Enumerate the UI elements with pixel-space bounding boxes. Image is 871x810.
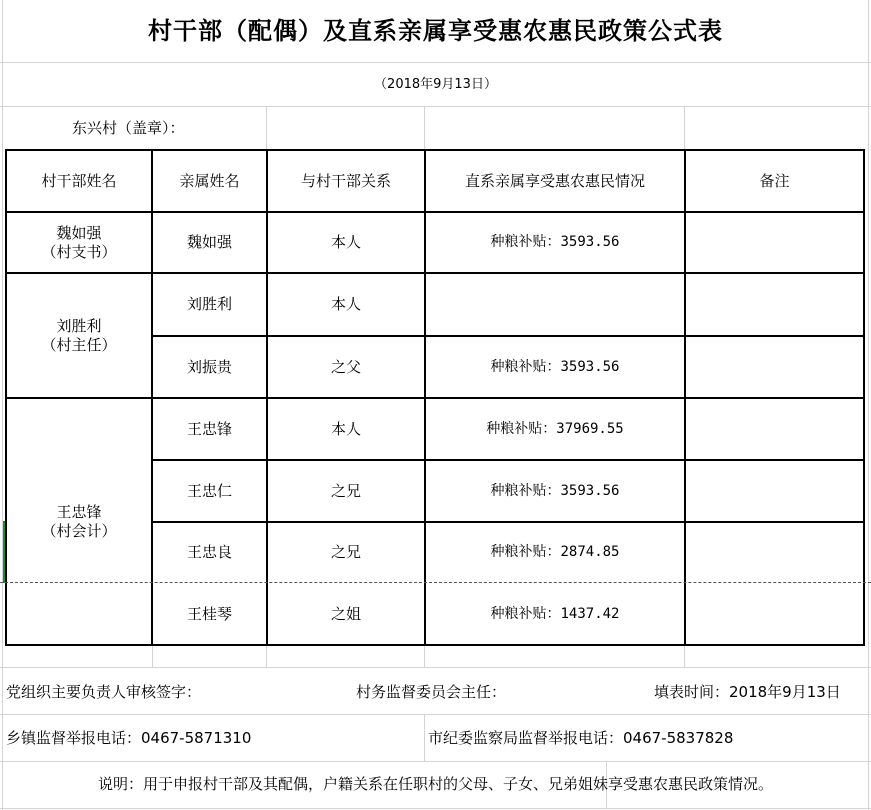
cadre-role: （村主任） [41,335,117,354]
relative-name: 刘振贵 [186,357,232,376]
gridline [266,106,267,150]
gridline [2,0,3,810]
selection-marker [3,521,5,583]
cadre-name: 王忠锋 [56,502,102,521]
relation: 之兄 [330,481,361,500]
header-relative-name: 亲属姓名 [179,171,240,190]
gridline [0,106,871,107]
relative-name: 刘胜利 [186,295,232,313]
city-report-phone: 市纪委监察局监督举报电话：0467-5837828 [428,728,734,747]
cadre-cell [7,213,151,272]
report-date: （2018年9月13日） [374,76,497,92]
benefit: 种粮补贴：1437.42 [490,605,620,622]
table-border [5,644,865,646]
relative-name: 魏如强 [186,233,232,251]
gridline [684,645,685,667]
relative-name: 王忠仁 [186,481,232,500]
relation: 之父 [330,357,361,376]
relative-name: 王桂琴 [186,604,232,623]
cadre-role: （村支书） [41,242,117,261]
gridline [424,106,425,150]
supervision-director-label: 村务监督委员会主任： [356,682,507,701]
gridline [424,714,425,761]
gridline [0,62,871,63]
fill-time: 填表时间：2018年9月13日 [654,682,841,701]
benefit: 种粮补贴：37969.55 [486,420,624,437]
benefit: 种粮补贴：3593.56 [490,234,620,250]
gridline [0,714,871,715]
gridline [684,106,685,150]
header-benefit: 直系亲属享受惠农惠民情况 [464,171,645,190]
explanation-note: 说明：用于申报村干部及其配偶，户籍关系在任职村的父母、子女、兄弟姐妹享受惠农惠民政策情况。 [97,774,773,793]
gridline [266,645,267,667]
relative-name: 王忠锋 [186,419,232,438]
relation: 本人 [330,295,361,313]
header-cadre-name: 村干部姓名 [41,171,117,190]
page-title: 村干部（配偶）及直系亲属享受惠农惠民政策公式表 [148,16,723,45]
benefit: 种粮补贴：3593.56 [490,358,620,375]
town-report-phone: 乡镇监督举报电话：0467-5871310 [6,728,252,747]
village-stamp-label: 东兴村（盖章）： [72,118,185,137]
table-border [863,149,865,646]
table-border [684,149,686,646]
benefit [426,274,684,335]
cadre-cell [7,274,151,397]
header-relation: 与村干部关系 [300,171,391,190]
gridline [152,645,153,667]
header-remark: 备注 [759,171,790,190]
cadre-name: 魏如强 [56,223,102,242]
relation: 本人 [330,233,361,251]
gridline [0,667,871,668]
benefit: 种粮补贴：3593.56 [490,482,620,499]
cadre-role: （村会计） [41,521,117,540]
gridline [424,645,425,667]
party-review-signature-label: 党组织主要负责人审核签字： [6,682,202,701]
cadre-name: 刘胜利 [56,316,102,335]
relation: 之兄 [330,543,361,561]
gridline [0,808,871,809]
relation: 本人 [330,419,361,438]
benefit: 种粮补贴：2874.85 [490,544,620,560]
relation: 之姐 [330,604,361,623]
gridline [0,761,871,762]
cadre-cell [7,399,151,644]
relative-name: 王忠良 [186,543,232,561]
